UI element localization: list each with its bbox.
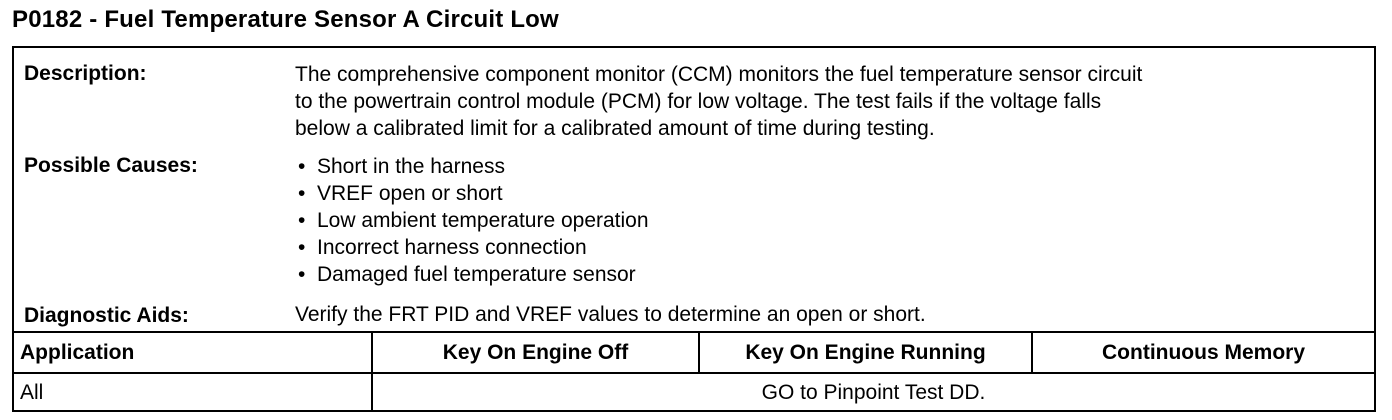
table-header-continuous-memory: Continuous Memory: [1102, 341, 1305, 364]
cause-item: • VREF open or short: [295, 180, 649, 207]
description-line: The comprehensive component monitor (CCM) monitors the fuel temperature sensor circuit: [295, 63, 1143, 86]
table-header-koer: Key On Engine Running: [745, 341, 986, 364]
table-header-application: Application: [20, 341, 135, 364]
table-header-border: [14, 372, 1374, 374]
page-title: P0182 - Fuel Temperature Sensor A Circuit Low: [12, 6, 559, 33]
possible-causes-label: Possible Causes:: [24, 154, 198, 177]
table-header-koeo: Key On Engine Off: [442, 341, 629, 364]
cause-item: • Short in the harness: [295, 153, 649, 180]
description-line: to the powertrain control module (PCM) for low voltage. The test fails if the voltage falls: [295, 90, 1102, 113]
table-top-border: [14, 331, 1374, 333]
description-line: below a calibrated limit for a calibrated amount of time during testing.: [295, 117, 935, 140]
diagnostic-aids-text: Verify the FRT PID and VREF values to determine an open or short.: [295, 303, 926, 326]
dtc-info-box: [12, 46, 1376, 412]
cause-item: • Low ambient temperature operation: [295, 207, 649, 234]
diagnostic-aids-label: Diagnostic Aids:: [24, 304, 189, 327]
table-row-application: All: [20, 381, 44, 404]
possible-causes-list: [295, 153, 649, 288]
description-text: [295, 61, 1142, 142]
cause-item: • Incorrect harness connection: [295, 234, 649, 261]
table-row-action: GO to Pinpoint Test DD.: [761, 381, 986, 404]
cause-item: • Damaged fuel temperature sensor: [295, 261, 649, 288]
description-label: Description:: [24, 62, 147, 85]
